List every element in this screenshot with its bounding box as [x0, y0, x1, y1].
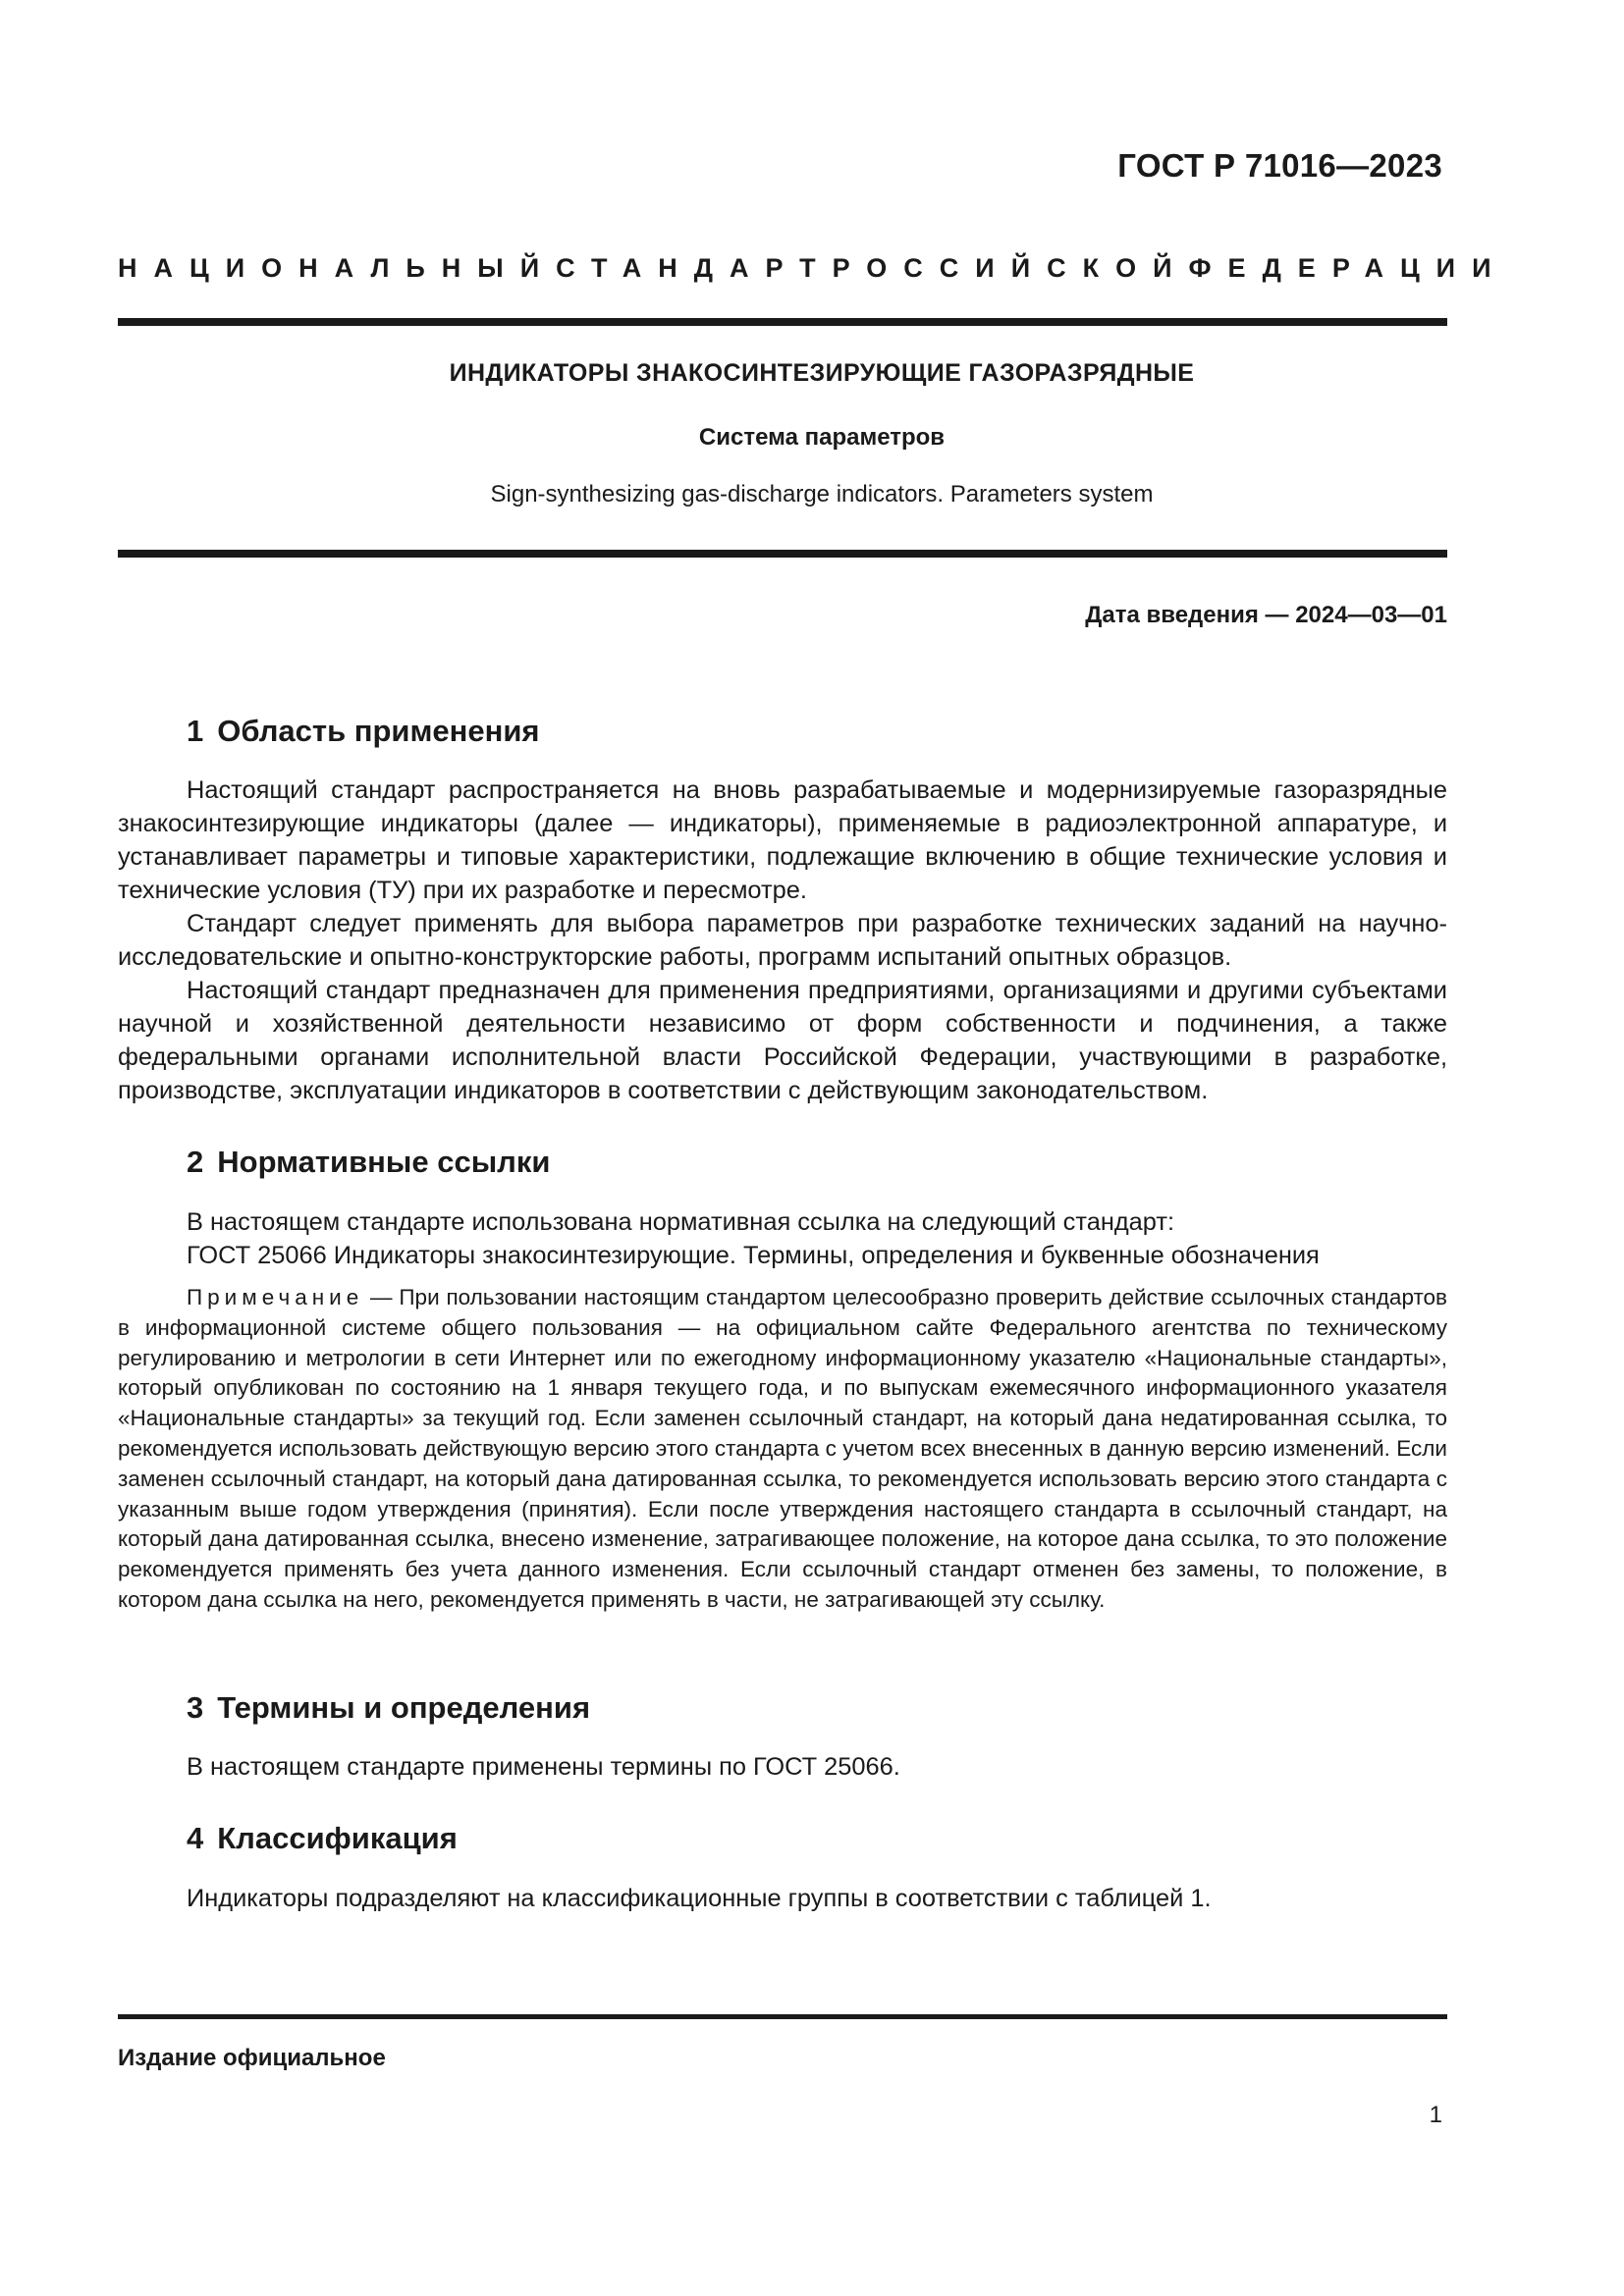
standard-title: ИНДИКАТОРЫ ЗНАКОСИНТЕЗИРУЮЩИЕ ГАЗОРАЗРЯДНЫЕ [449, 359, 1195, 387]
page-number: 1 [1429, 2102, 1442, 2128]
english-title: Sign-synthesizing gas-discharge indicators. Parameters system [490, 481, 1154, 507]
top-divider [118, 318, 1447, 326]
section-3-body [187, 1750, 1447, 1784]
banner-word-2: СТАНДАРТ [556, 253, 833, 283]
section-title: Нормативные ссылки [217, 1145, 551, 1179]
section-4-body [187, 1882, 1447, 1915]
section-number: 1 [187, 714, 204, 748]
section-title: Область применения [217, 714, 540, 748]
footer-divider [118, 2014, 1447, 2019]
document-number: ГОСТ Р 71016—2023 [1117, 147, 1442, 184]
note-label: Примечание [187, 1285, 364, 1309]
section-1-body [118, 774, 1447, 1107]
section-4-heading [187, 1821, 458, 1856]
section-number: 3 [187, 1690, 204, 1725]
national-standard-banner [118, 253, 1508, 284]
section-2-heading [187, 1145, 550, 1180]
banner-word-3: РОССИЙСКОЙ [832, 253, 1189, 283]
section-title: Термины и определения [217, 1690, 591, 1725]
paragraph: Настоящий стандарт распространяется на вновь разрабатываемые и модернизируемые газоразрядные знакосинтезирующие индикаторы (далее — индикаторы), применяемые в радиоэлектронной аппаратуре, и устанавливает параметры и типовые характеристики, подлежащие включению в общие технические условия и технические условия (ТУ) при их разработке и пересмотре. [118, 776, 1447, 904]
banner-word-4: ФЕДЕРАЦИИ [1188, 253, 1508, 283]
title-divider [118, 550, 1447, 558]
standard-subtitle: Система параметров [698, 424, 946, 451]
section-number: 4 [187, 1821, 204, 1855]
banner-word-1: НАЦИОНАЛЬНЫЙ [118, 253, 557, 283]
section-2-body [187, 1205, 1447, 1272]
text-line: Индикаторы подразделяют на классификационные группы в соответствии с таблицей 1. [187, 1885, 1212, 1912]
section-number: 2 [187, 1145, 204, 1179]
section-2-note [118, 1283, 1447, 1616]
official-edition-label: Издание официальное [118, 2045, 386, 2071]
text-line: В настоящем стандарте применены термины по ГОСТ 25066. [187, 1753, 900, 1781]
normative-reference: ГОСТ 25066 Индикаторы знакосинтезирующие. Термины, определения и буквенные обозначения [187, 1242, 1320, 1269]
section-title: Классификация [217, 1821, 458, 1855]
text-line: В настоящем стандарте использована нормативная ссылка на следующий стандарт: [187, 1208, 1175, 1236]
paragraph: Стандарт следует применять для выбора параметров при разработке технических заданий на научно-исследовательские и опытно-конструкторские работы, программ испытаний опытных образцов. [118, 910, 1447, 971]
paragraph: Настоящий стандарт предназначен для применения предприятиями, организациями и другими субъектами научной и хозяйственной деятельности независимо от форм собственности и подчинения, а также федеральными органами исполнительной власти Российской Федерации, участвующими в разработке, производстве, эксплуатации индикаторов в соответствии с действующим законодательством. [118, 977, 1447, 1104]
introduction-date: Дата введения — 2024—03—01 [1085, 602, 1447, 628]
section-3-heading [187, 1690, 590, 1726]
note-text: — При пользовании настоящим стандартом целесообразно проверить действие ссылочных стандартов в информационной системе общего пользования — на официальном сайте Федерального агентства по техническому регулированию и метрологии в сети Интернет или по ежегодному информационному указателю «Национальные стандарты», который опубликован по состоянию на 1 января текущего года, и по выпускам ежемесячного информационного указателя «Национальные стандарты» за текущий год. Если заменен ссылочный стандарт, на который дана недатированная ссылка, то рекомендуется использовать действующую версию этого стандарта с учетом всех внесенных в данную версию изменений. Если заменен ссылочный стандарт, на который дана датированная ссылка, то рекомендуется использовать версию этого стандарта с указанным выше годом утверждения (принятия). Если после утверждения настоящего стандарта в ссылочный стандарт, на который дана датированная ссылка, внесено изменение, затрагивающее положение, на которое дана ссылка, то это положение рекомендуется применять без учета данного изменения. Если ссылочный стандарт отменен без замены, то положение, в котором дана ссылка на него, рекомендуется применять в части, не затрагивающей эту ссылку. [118, 1285, 1447, 1612]
section-1-heading [187, 714, 540, 749]
